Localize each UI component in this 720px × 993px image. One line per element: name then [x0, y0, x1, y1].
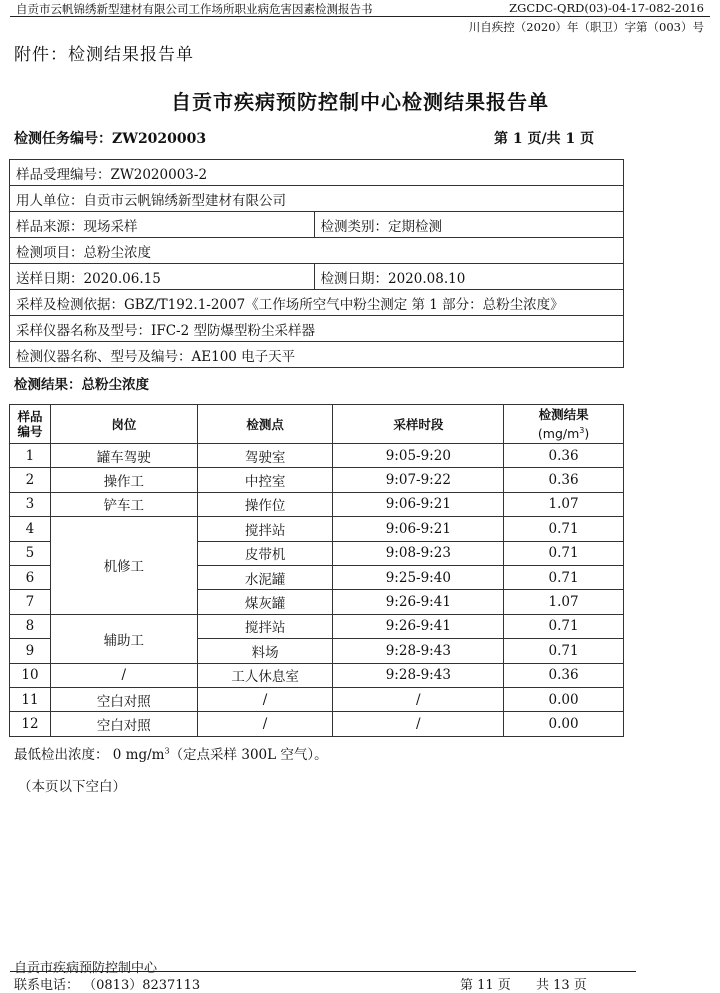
cell-no: 2: [10, 468, 51, 492]
cell-value: 0.71: [504, 614, 624, 638]
footer-page-number: 第 11 页: [460, 978, 511, 993]
header-divider: [10, 16, 710, 17]
page-title: 自贡市疾病预防控制中心检测结果报告单: [171, 90, 549, 114]
cell-point: 料场: [197, 639, 333, 663]
cell-point: /: [197, 687, 333, 711]
header-test-point: 检测点: [197, 405, 333, 444]
cell-point: 皮带机: [197, 541, 333, 565]
attachment-label: 附件：检测结果报告单: [14, 45, 194, 65]
cell-post-merged: 机修工: [50, 517, 197, 615]
cell-value: 1.07: [504, 492, 624, 516]
cell-point: 中控室: [197, 468, 333, 492]
cell-point: 搅拌站: [197, 614, 333, 638]
sampling-instrument: 采样仪器名称及型号：IFC-2 型防爆型粉尘采样器: [10, 316, 624, 342]
cell-period: 9:26-9:41: [333, 590, 504, 614]
cell-no: 11: [10, 687, 51, 711]
table-header-row: [10, 405, 624, 444]
cell-period: 9:06-9:21: [333, 517, 504, 541]
blank-below-note: （本页以下空白）: [18, 779, 126, 795]
cell-period: 9:28-9:43: [333, 639, 504, 663]
cell-value: 0.71: [504, 565, 624, 589]
table-row: [10, 712, 624, 736]
table-row: [10, 468, 624, 492]
cell-value: 0.00: [504, 687, 624, 711]
table-row: [10, 614, 624, 638]
results-label: 检测结果：总粉尘浓度: [14, 377, 149, 393]
cell-period: /: [333, 687, 504, 711]
task-number: 检测任务编号：ZW2020003: [14, 131, 207, 147]
footer-total-pages: 共 13 页: [536, 978, 587, 993]
cell-post: 空白对照: [50, 687, 197, 711]
table-row: [10, 517, 624, 541]
cell-value: 0.36: [504, 663, 624, 687]
cell-post-merged: 辅助工: [50, 614, 197, 663]
cell-no: 12: [10, 712, 51, 736]
cell-value: 0.00: [504, 712, 624, 736]
cell-point: /: [197, 712, 333, 736]
detection-limit-note: 最低检出浓度： 0 $mg/m^3$（定点采样 300L 空气）。: [14, 746, 328, 763]
cell-period: 9:26-9:41: [333, 614, 504, 638]
cell-post: 铲车工: [50, 492, 197, 516]
header-sampling-period: 采样时段: [333, 405, 504, 444]
header-sample-no: 样品 编号: [10, 405, 51, 444]
test-item: 检测项目：总粉尘浓度: [10, 238, 624, 264]
cell-point: 煤灰罐: [197, 590, 333, 614]
cell-post: /: [50, 663, 197, 687]
footer-divider: [10, 971, 636, 972]
cell-period: 9:25-9:40: [333, 565, 504, 589]
cell-no: 4: [10, 517, 51, 541]
table-row: [10, 687, 624, 711]
test-category: 检测类别：定期检测: [314, 212, 624, 238]
sample-number: 样品受理编号：ZW2020003-2: [10, 160, 624, 186]
testing-instrument: 检测仪器名称、型号及编号：AE100 电子天平: [10, 342, 624, 368]
cell-no: 7: [10, 590, 51, 614]
footer-organization: 自贡市疾病预防控制中心: [14, 961, 158, 976]
cell-period: 9:07-9:22: [333, 468, 504, 492]
employer: 用人单位：自贡市云帆锦绣新型建材有限公司: [10, 186, 624, 212]
cell-value: 0.71: [504, 517, 624, 541]
cell-point: 操作位: [197, 492, 333, 516]
cell-point: 工人休息室: [197, 663, 333, 687]
cell-point: 驾驶室: [197, 444, 333, 468]
cell-value: 0.36: [504, 444, 624, 468]
footer-contact: 联系电话： （0813）8237113: [14, 978, 201, 993]
sample-source: 样品来源：现场采样: [10, 212, 315, 238]
cell-post: 操作工: [50, 468, 197, 492]
header-result: 检测结果 $(mg/m^3)$: [504, 405, 624, 444]
cell-period: 9:05-9:20: [333, 444, 504, 468]
test-basis: 采样及检测依据：GBZ/T192.1-2007《工作场所空气中粉尘测定 第 1 部分：总粉尘浓度》: [10, 290, 624, 316]
page-indicator: 第 1 页/共 1 页: [494, 131, 595, 147]
cell-period: 9:08-9:23: [333, 541, 504, 565]
cell-period: 9:28-9:43: [333, 663, 504, 687]
cell-no: 3: [10, 492, 51, 516]
test-date: 检测日期：2020.08.10: [314, 264, 624, 290]
cell-point: 水泥罐: [197, 565, 333, 589]
delivery-date: 送样日期：2020.06.15: [10, 264, 315, 290]
cell-no: 8: [10, 614, 51, 638]
sample-info-table: [9, 159, 624, 368]
cell-period: /: [333, 712, 504, 736]
table-row: [10, 492, 624, 516]
cell-no: 9: [10, 639, 51, 663]
table-row: [10, 444, 624, 468]
reference-number: 川自疾控（2020）年（职卫）字第（003）号: [468, 20, 704, 34]
document-code: ZGCDC-QRD(03)-04-17-082-2016: [509, 1, 704, 15]
cell-post: 罐车驾驶: [50, 444, 197, 468]
header-post: 岗位: [50, 405, 197, 444]
cell-post: 空白对照: [50, 712, 197, 736]
cell-no: 5: [10, 541, 51, 565]
results-table: [9, 404, 624, 737]
cell-no: 1: [10, 444, 51, 468]
cell-point: 搅拌站: [197, 517, 333, 541]
cell-value: 0.71: [504, 541, 624, 565]
cell-value: 0.71: [504, 639, 624, 663]
table-row: [10, 663, 624, 687]
cell-value: 1.07: [504, 590, 624, 614]
cell-no: 6: [10, 565, 51, 589]
cell-no: 10: [10, 663, 51, 687]
report-running-title: 自贡市云帆锦绣新型建材有限公司工作场所职业病危害因素检测报告书: [16, 2, 373, 16]
cell-value: 0.36: [504, 468, 624, 492]
cell-period: 9:06-9:21: [333, 492, 504, 516]
